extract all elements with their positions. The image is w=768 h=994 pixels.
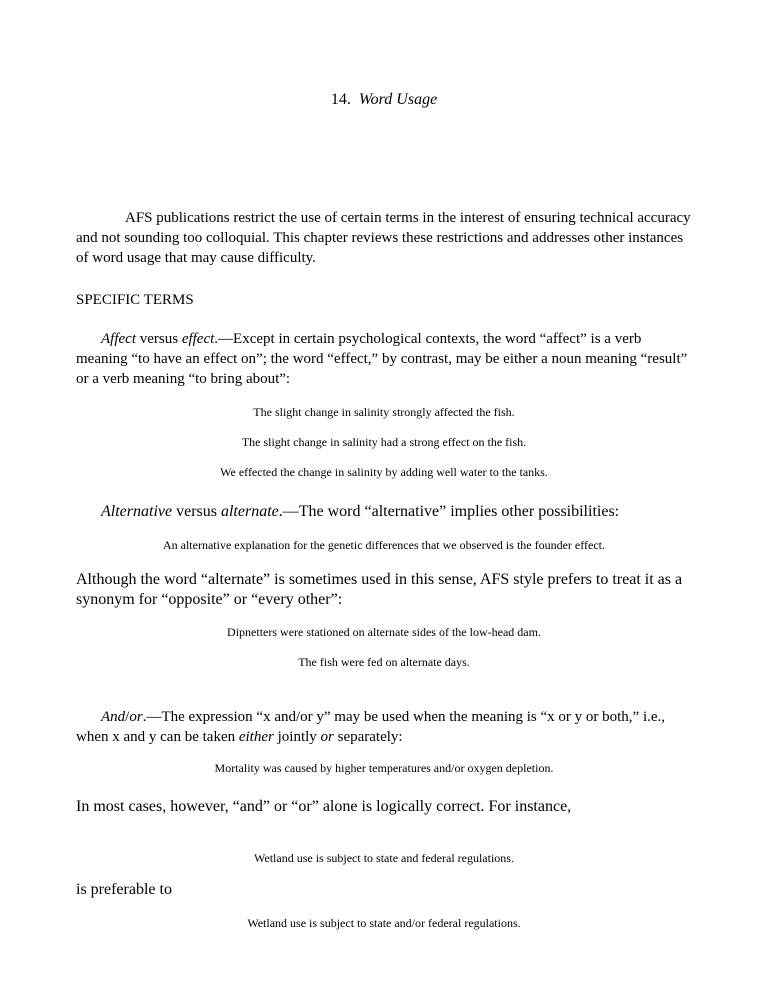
example-sentence: Wetland use is subject to state and/or federal regulations.	[247, 916, 521, 930]
alternative-term: Alternative	[101, 503, 173, 520]
effect-term: effect	[181, 331, 215, 347]
example-sentence: The slight change in salinity strongly affected the fish.	[253, 405, 515, 419]
chapter-number: 14.	[330, 91, 351, 108]
chapter-title-text: Word Usage	[358, 91, 438, 108]
alternate-term: alternate	[220, 503, 279, 520]
example-sentence: An alternative explanation for the genetic differences that we observed is the founder effect.	[162, 538, 606, 552]
intro-paragraph: AFS publications restrict the use of certain terms in the interest of ensuring technical accuracy and not sounding too colloquial. This chapter reviews these restrictions and addresses other instances of word usage that may cause difficulty.	[76, 210, 691, 266]
example-sentence: Wetland use is subject to state and federal regulations.	[254, 851, 514, 865]
affect-text: .—Except in certain psychological contexts, the word “affect” is a verb meaning “to have an effect on”; the word “effect,” by contrast, may be either a noun meaning “result” or a verb meaning “to bring about”:	[76, 331, 688, 387]
chapter-title	[0, 90, 768, 110]
alternative-text: .—The word “alternative” implies other possibilities:	[278, 503, 620, 520]
example-sentence: We effected the change in salinity by adding well water to the tanks.	[220, 465, 548, 479]
example-sentence: Mortality was caused by higher temperatures and/or oxygen depletion.	[214, 761, 554, 775]
alternate-followup: Although the word “alternate” is sometimes used in this sense, AFS style prefers to treat it as a synonym for “opposite” or “every other”:	[76, 571, 683, 608]
andor-entry: And/or.—The expression “x and/or y” may be used when the meaning is “x or y or both,” i.e., when x and y can be taken either jointly or separately:	[76, 709, 666, 745]
or-term: or	[129, 709, 143, 725]
andor-followup: In most cases, however, “and” or “or” alone is logically correct. For instance,	[76, 798, 572, 815]
example-sentence: The fish were fed on alternate days.	[298, 655, 470, 669]
alternative-entry: Alternative versus alternate.—The word “alternative” implies other possibilities:	[101, 503, 620, 520]
section-heading: SPECIFIC TERMS	[76, 292, 194, 308]
preferable-text: is preferable to	[76, 881, 172, 898]
example-sentence: The slight change in salinity had a strong effect on the fish.	[241, 435, 527, 449]
example-sentence: Dipnetters were stationed on alternate sides of the low-head dam.	[227, 625, 541, 639]
affect-entry: Affect versus effect.—Except in certain psychological contexts, the word “affect” is a verb meaning “to have an effect on”; the word “effect,” by contrast, may be either a noun meaning “result” or a verb meaning “to bring about”:	[76, 331, 688, 387]
affect-term: Affect	[101, 331, 136, 347]
and-term: And	[101, 709, 126, 725]
